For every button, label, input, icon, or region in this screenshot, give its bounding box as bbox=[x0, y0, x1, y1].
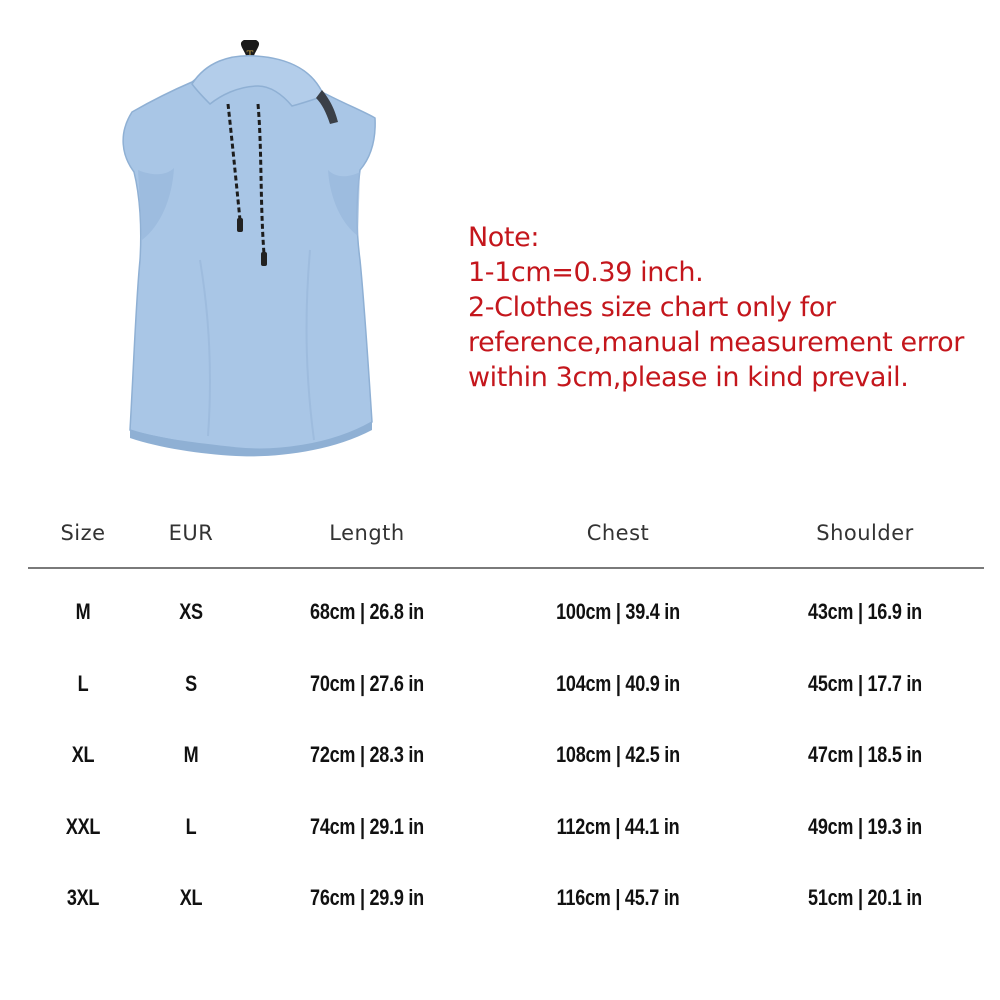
header-shoulder: Shoulder bbox=[816, 521, 914, 545]
size-chart-table bbox=[28, 505, 984, 931]
product-image bbox=[60, 0, 420, 480]
cell-eur: XL bbox=[179, 885, 203, 910]
note-line: 1-1cm=0.39 inch. bbox=[468, 257, 704, 288]
cell-size: 3XL bbox=[66, 885, 100, 910]
cell-chest: 104cm | 40.9 in bbox=[556, 670, 680, 696]
cell-shoulder: 47cm | 18.5 in bbox=[808, 742, 922, 767]
note-line: reference,manual measurement error bbox=[468, 327, 964, 358]
note-line: 2-Clothes size chart only for bbox=[468, 292, 836, 323]
header-size: Size bbox=[60, 521, 106, 545]
table-row bbox=[28, 788, 984, 860]
cell-size: XXL bbox=[65, 813, 101, 839]
measurement-note bbox=[468, 220, 988, 395]
cell-size: XL bbox=[71, 742, 95, 767]
header-length: Length bbox=[329, 521, 405, 545]
cell-shoulder: 49cm | 19.3 in bbox=[808, 813, 922, 839]
table-row bbox=[28, 859, 984, 931]
cell-eur: XS bbox=[179, 599, 203, 624]
table-row bbox=[28, 716, 984, 788]
table-row bbox=[28, 645, 984, 717]
cell-length: 72cm | 28.3 in bbox=[310, 742, 424, 767]
table-header-row bbox=[28, 505, 984, 569]
note-title: Note: bbox=[468, 222, 540, 253]
cell-shoulder: 51cm | 20.1 in bbox=[808, 885, 922, 910]
cell-size: M bbox=[75, 599, 91, 624]
table-row bbox=[28, 573, 984, 645]
header-eur: EUR bbox=[168, 521, 214, 545]
cell-size: L bbox=[77, 670, 89, 696]
note-line: within 3cm,please in kind prevail. bbox=[468, 362, 909, 393]
cell-length: 68cm | 26.8 in bbox=[310, 599, 424, 624]
header-chest: Chest bbox=[586, 521, 650, 545]
cell-shoulder: 45cm | 17.7 in bbox=[808, 670, 922, 696]
cell-eur: S bbox=[185, 670, 197, 696]
cell-eur: M bbox=[183, 742, 199, 767]
cell-shoulder: 43cm | 16.9 in bbox=[808, 599, 922, 624]
cell-chest: 108cm | 42.5 in bbox=[556, 742, 680, 767]
cell-length: 74cm | 29.1 in bbox=[310, 813, 424, 839]
sleeveless-hoodie-icon bbox=[60, 0, 420, 480]
cell-length: 76cm | 29.9 in bbox=[310, 885, 424, 910]
cell-chest: 100cm | 39.4 in bbox=[556, 599, 680, 624]
table-body bbox=[28, 569, 984, 931]
cell-chest: 112cm | 44.1 in bbox=[556, 813, 680, 839]
cell-length: 70cm | 27.6 in bbox=[310, 670, 424, 696]
cell-eur: L bbox=[185, 813, 197, 839]
cell-chest: 116cm | 45.7 in bbox=[556, 885, 680, 910]
